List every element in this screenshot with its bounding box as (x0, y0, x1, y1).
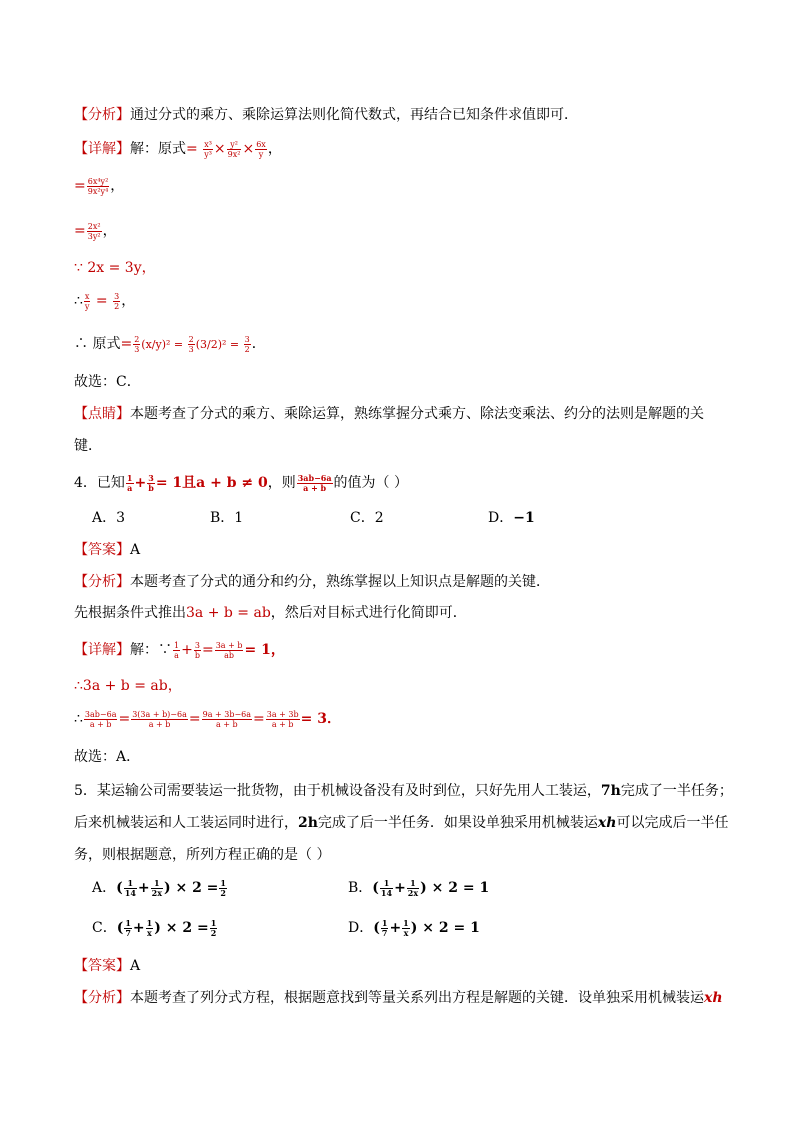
denominator: y (258, 149, 264, 159)
equals-sign: = (118, 711, 131, 727)
denominator: b (148, 482, 154, 493)
detail-tag: 【详解】 (74, 141, 130, 157)
stem-value: xh (597, 815, 617, 831)
q5-option-a: A．( $\frac{1}{14}$ + $\frac{1}{2x}$ ) × 2 = $\frac{1}{2}$ (92, 877, 226, 898)
denominator: a (127, 482, 133, 493)
q5-option-d: D．( $\frac{1}{7}$ + $\frac{1}{x}$ ) × 2 = 1 (348, 917, 480, 938)
numerator: y² (227, 140, 242, 150)
given-condition: ∵ 2x = 3y， (74, 260, 156, 276)
equals-sign: = (201, 642, 214, 658)
numerator: 3ab−6a (84, 709, 117, 719)
numerator: 1 (407, 879, 419, 889)
fraction (194, 641, 201, 660)
plus-sign: + (132, 920, 145, 936)
stem-text: 5．某运输公司需要装运一批货物，由于机械设备没有及时到位，只好先用人工装运， (74, 783, 601, 799)
numerator: 1 (210, 917, 217, 928)
analysis-tag: 【分析】 (74, 574, 130, 590)
punctuation: ． (251, 336, 266, 352)
denominator: 2x (407, 887, 419, 898)
numerator: 9a + 3b−6a (202, 709, 252, 719)
denominator: 2 (210, 927, 217, 938)
times-sign: × (213, 141, 226, 157)
equation-end: = 3． (300, 711, 341, 727)
plus-sign: + (181, 642, 193, 658)
answer-tag: 【答案】 (74, 542, 130, 558)
equals-sign: = (91, 293, 113, 309)
numerator: 2 (134, 334, 140, 344)
option-expr: ) × 2 = (154, 920, 209, 936)
denominator: y³ (204, 149, 212, 159)
q3-detail-line (74, 139, 282, 159)
fraction (113, 292, 120, 311)
option-c: C．2 (350, 510, 384, 526)
fraction (297, 474, 333, 493)
option-label: B． (348, 880, 373, 896)
denominator: x (403, 927, 409, 938)
numerator: 2x² (87, 221, 101, 231)
option-expr: ) × 2 = (163, 880, 219, 896)
equals-sign: = (120, 336, 133, 352)
therefore-sign: ∴ (74, 293, 83, 309)
q4-analysis (74, 572, 550, 592)
stem-value: 7h (600, 783, 621, 799)
q5-option-b: B．( $\frac{1}{14}$ + $\frac{1}{2x}$ ) × 2 = 1 (348, 877, 490, 898)
fraction (124, 879, 137, 898)
denominator: 14 (124, 887, 136, 898)
choice-text: 故选：A． (74, 749, 141, 765)
fraction (146, 919, 154, 938)
q3-final (74, 334, 266, 355)
fraction (402, 919, 410, 938)
comment-text: 键． (74, 438, 102, 454)
therefore-sign: ∴ (74, 711, 83, 727)
plus-sign: + (394, 880, 406, 896)
denominator: 3 (188, 344, 194, 354)
final-lead: ∴ 原式 (74, 336, 121, 352)
q5-stem-line2 (74, 813, 728, 833)
detail-tag: 【详解】 (74, 642, 130, 658)
denominator: a + b (271, 719, 294, 729)
fraction (188, 335, 195, 354)
equation: 3a + b = ab (186, 605, 271, 621)
denominator: a (174, 650, 179, 660)
q5-answer (74, 956, 140, 976)
numerator: 3(3a + b)−6a (132, 709, 187, 719)
fraction (173, 641, 180, 660)
denominator: x (147, 927, 152, 938)
numerator: 3ab−6a (297, 472, 332, 483)
denominator: 2x (151, 887, 162, 898)
denominator: a + b (148, 719, 171, 729)
fraction (227, 140, 242, 159)
punctuation: ， (267, 141, 282, 157)
punctuation: ， (102, 223, 117, 239)
numerator: 1 (220, 877, 226, 888)
equals-sign: = (74, 178, 86, 194)
fraction (202, 710, 252, 729)
fraction (244, 335, 251, 354)
q3-given (74, 258, 156, 278)
detail-lead: 解：原式 (130, 141, 186, 157)
numerator: x (84, 291, 90, 301)
equals-sign: = (74, 223, 86, 239)
denominator: 2 (114, 301, 120, 311)
q3-choice (74, 372, 141, 392)
numerator: 1 (151, 879, 163, 889)
answer-tag: 【答案】 (74, 958, 130, 974)
fraction (147, 474, 155, 493)
stem-text: 务，则根据题意，所列方程正确的是（ ） (74, 847, 331, 863)
numerator: 1 (126, 472, 133, 483)
numerator: 3a + 3b (266, 709, 299, 719)
numerator: 1 (174, 640, 180, 650)
comment-text: 本题考查了分式的乘方、乘除运算，熟练掌握分式乘方、除法变乘法、约分的法则是解题的关 (130, 406, 704, 422)
q4-detail (74, 640, 285, 660)
analysis-text: 先根据条件式推出 (74, 605, 186, 621)
power-expression: (3/2)² = (195, 338, 243, 351)
numerator: 3 (114, 291, 120, 301)
fraction (87, 177, 110, 196)
numerator: 1 (403, 917, 409, 928)
option-expr: ) × 2 = 1 (420, 880, 490, 896)
fraction (124, 919, 132, 938)
denominator: 9x²y⁴ (87, 186, 109, 196)
stem-text: 的值为（ ） (333, 475, 408, 491)
fraction (84, 710, 118, 729)
equation-end: = 1， (244, 642, 285, 658)
denominator: y (84, 301, 90, 311)
analysis-text: 本题考查了分式的通分和约分，熟练掌握以上知识点是解题的关键． (130, 574, 550, 590)
q3-comment-cont (74, 436, 102, 456)
fraction (133, 335, 140, 354)
q5-option-c: C．( $\frac{1}{7}$ + $\frac{1}{x}$ ) × 2 = $\frac{1}{2}$ (92, 917, 217, 938)
option-d (488, 508, 535, 528)
option-label: A． (92, 880, 117, 896)
option-d-value: −1 (513, 510, 535, 526)
fraction (87, 222, 102, 241)
denominator: 3 (134, 344, 140, 354)
punctuation: ， (110, 178, 125, 194)
stem-text: 后来机械装运和人工装运同时进行， (74, 815, 298, 831)
denominator: 7 (125, 927, 131, 938)
analysis-tag: 【分析】 (74, 990, 130, 1006)
denominator: 3y² (87, 231, 101, 241)
fraction (266, 710, 300, 729)
numerator: 3 (194, 640, 200, 650)
equals-sign: = (253, 711, 265, 727)
q4-choice (74, 747, 140, 767)
fraction (380, 879, 393, 898)
equation: ∴3a + b = ab， (74, 678, 182, 694)
q3-comment (74, 404, 704, 424)
stem-text: 可以完成后一半任 (616, 815, 729, 831)
numerator: 1 (380, 879, 393, 889)
analysis-text: ，然后对目标式进行化简即可． (270, 605, 467, 621)
fraction (126, 474, 134, 493)
option-a: A．3 (92, 510, 126, 526)
times-sign: × (242, 141, 255, 157)
option-d-label: D． (488, 510, 514, 526)
q4-d2 (74, 676, 182, 696)
analysis-variable: xh (704, 990, 723, 1006)
analysis-text: 通过分式的乘方、乘除运算法则化简代数式，再结合已知条件求值即可． (130, 107, 578, 123)
stem-value: 2h (298, 815, 318, 831)
denominator: 2 (244, 344, 250, 354)
equals-sign: = (186, 141, 198, 157)
power-expression: (x/y)² = (141, 338, 187, 351)
plus-sign: + (389, 920, 402, 936)
q3-ratio (74, 291, 135, 311)
denominator: ab (224, 650, 235, 660)
denominator: 7 (381, 927, 388, 938)
stem-text: ，则 (267, 475, 296, 491)
fraction (219, 879, 227, 898)
fraction (255, 140, 267, 159)
equals-sign: = (188, 711, 201, 727)
fraction (151, 879, 163, 898)
numerator: 1 (146, 917, 153, 928)
numerator: 3 (148, 472, 154, 483)
fraction (203, 140, 213, 159)
plus-sign: + (137, 880, 150, 896)
option-label: C． (92, 920, 117, 936)
numerator: 1 (125, 917, 131, 928)
plus-sign: + (134, 475, 147, 491)
punctuation: ， (121, 293, 136, 309)
denominator: a + b (303, 482, 327, 493)
q4-stem (74, 473, 408, 493)
numerator: 6x⁴y² (87, 176, 109, 186)
q4-analysis-line2 (74, 603, 467, 623)
denominator: a + b (89, 719, 112, 729)
choice-text: 故选：C． (74, 374, 141, 390)
numerator: 6x (256, 139, 266, 149)
q5-stem-line1 (74, 781, 733, 801)
fraction (210, 919, 218, 938)
denominator: b (194, 650, 200, 660)
denominator: a + b (215, 719, 238, 729)
detail-lead: 解：∵ (130, 642, 172, 658)
fraction (381, 919, 389, 938)
stem-text: 完成了后一半任务．如果设单独采用机械装运 (317, 815, 598, 831)
comment-tag: 【点睛】 (74, 406, 130, 422)
q5-analysis (74, 988, 723, 1008)
denominator: 2 (220, 887, 226, 898)
numerator: 1 (124, 879, 137, 889)
condition: = 1且a + b ≠ 0 (155, 475, 268, 491)
denominator: 14 (380, 887, 393, 898)
answer-value: A (130, 542, 141, 558)
q4-d3 (74, 709, 341, 729)
q5-stem-line3 (74, 845, 330, 865)
analysis-tag: 【分析】 (74, 107, 130, 123)
numerator: 1 (381, 917, 388, 928)
question-number: 4．已知 (74, 475, 125, 491)
q4-answer (74, 540, 140, 560)
fraction (131, 710, 188, 729)
fraction (84, 292, 91, 311)
fraction (215, 641, 244, 660)
q3-analysis-line (74, 105, 578, 125)
option-label: D． (348, 920, 374, 936)
answer-value: A (130, 958, 141, 974)
numerator: 3 (244, 334, 250, 344)
numerator: x³ (204, 139, 212, 149)
numerator: 2 (188, 334, 194, 344)
option-expr: ) × 2 = 1 (410, 920, 480, 936)
stem-text: 完成了一半任务； (620, 783, 733, 799)
denominator: 9x² (227, 149, 241, 159)
q3-step2 (74, 176, 124, 196)
analysis-text: 本题考查了列分式方程，根据题意找到等量关系列出方程是解题的关键．设单独采用机械装运 (130, 990, 704, 1006)
option-b: B．1 (210, 510, 244, 526)
numerator: 3a + b (215, 640, 243, 650)
q3-step3 (74, 221, 117, 241)
fraction (407, 879, 419, 898)
